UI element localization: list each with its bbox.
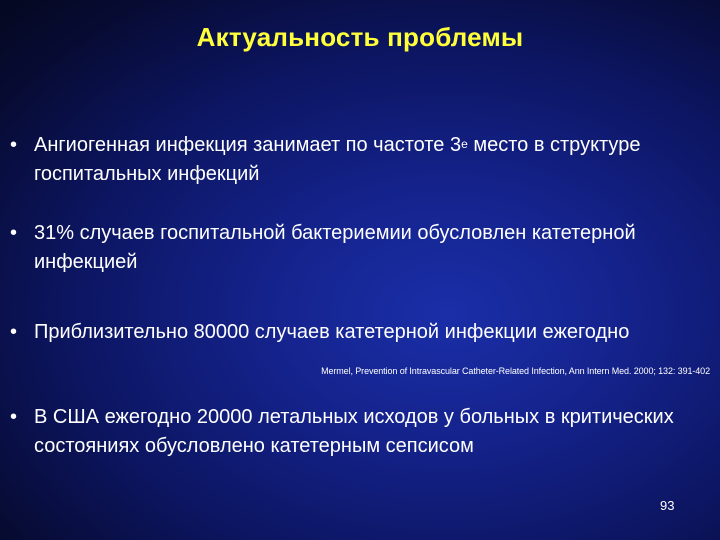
bullet-superscript: е [461,137,468,151]
citation: Mermel, Prevention of Intravascular Catheter-Related Infection, Ann Intern Med. 2000; 132: 391-402 [321,366,710,376]
bullet-text: В США ежегодно 20000 летальных исходов у больных в критических состояниях обусловлено катетерным сепсисом [34,406,674,457]
page-number: 93 [660,498,675,513]
bullet-text: Приблизительно 80000 случаев катетерной инфекции ежегодно [34,321,630,343]
bullet-dot: • [10,134,18,156]
bullet-text: 31% случаев госпитальной бактериемии обусловлен катетерной инфекцией [34,222,636,273]
slide-title: Актуальность проблемы [196,22,524,52]
bullet-text [34,131,700,189]
bullet-dot: • [10,222,18,244]
bullet-dot: • [10,321,18,343]
bullet-dot: • [10,406,18,428]
bullet-text-part: место в структуре госпитальных инфекций [34,134,641,185]
bullet-text-part: Ангиогенная инфекция занимает по частоте 3 [34,134,462,156]
